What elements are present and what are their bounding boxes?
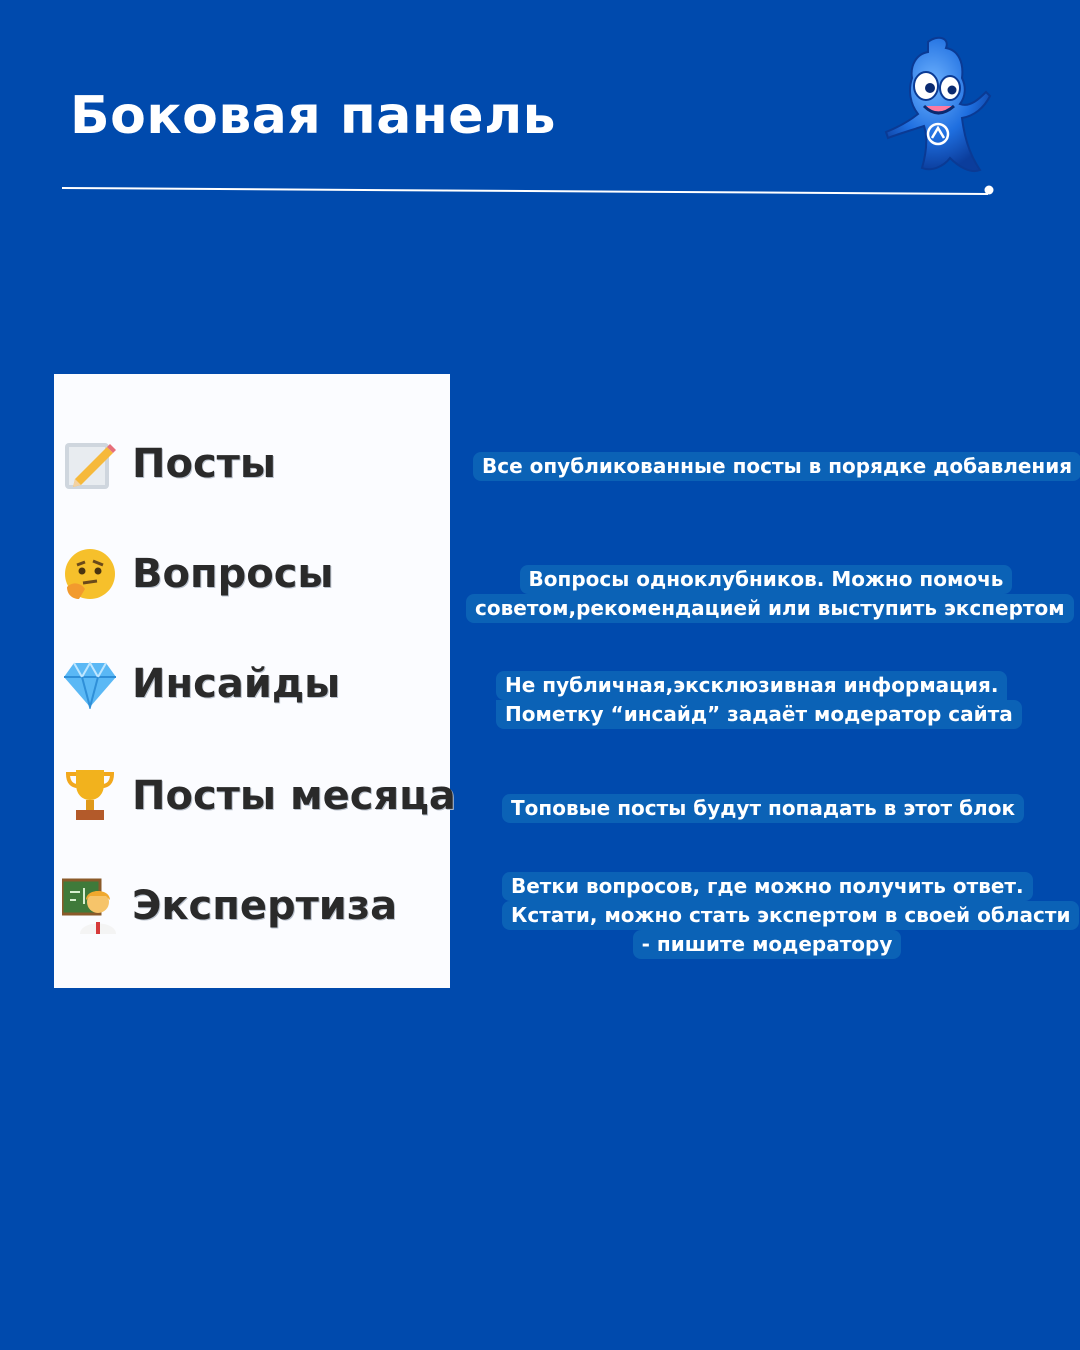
sidebar-item-label: Инсайды (132, 661, 341, 707)
sidebar-item-expertise[interactable] (62, 876, 397, 936)
memo-pencil-icon (62, 436, 118, 492)
description-posts (473, 452, 1080, 481)
description-line: Топовые посты будут попадать в этот блок (502, 794, 1024, 823)
teacher-icon (62, 878, 118, 934)
sidebar-item-posts-of-month[interactable] (62, 766, 456, 826)
gem-icon (62, 656, 118, 712)
description-questions (466, 565, 1066, 623)
page-title: Боковая панель (70, 86, 557, 146)
sidebar-item-posts[interactable] (62, 434, 276, 494)
sidebar-item-label: Вопросы (132, 551, 334, 597)
description-line: Пометку “инсайд” задаёт модератор сайта (496, 700, 1022, 729)
description-line: Кстати, можно стать экспертом в своей области (502, 901, 1079, 930)
description-line: - пишите модератору (633, 930, 902, 959)
sidebar-item-label: Посты (132, 441, 277, 487)
sidebar-item-label: Посты месяца (132, 773, 456, 819)
sidebar-panel (54, 374, 456, 988)
description-posts-of-month (502, 794, 1024, 823)
description-insides (496, 671, 1022, 729)
sidebar-item-questions[interactable] (62, 544, 334, 604)
description-line: Все опубликованные посты в порядке добавления (473, 452, 1080, 481)
divider-line (60, 180, 1000, 204)
trophy-icon (62, 768, 118, 824)
description-line: советом,рекомендацией или выступить экспертом (466, 594, 1074, 623)
description-line: Ветки вопросов, где можно получить ответ. (502, 872, 1033, 901)
sidebar-item-label: Экспертиза (132, 883, 398, 929)
description-line: Вопросы одноклубников. Можно помочь (520, 565, 1013, 594)
thinking-face-icon (62, 546, 118, 602)
description-expertise (502, 872, 1071, 959)
mascot-icon (880, 34, 1000, 184)
sidebar-item-insides[interactable] (62, 654, 340, 714)
description-line: Не публичная,эксклюзивная информация. (496, 671, 1007, 700)
